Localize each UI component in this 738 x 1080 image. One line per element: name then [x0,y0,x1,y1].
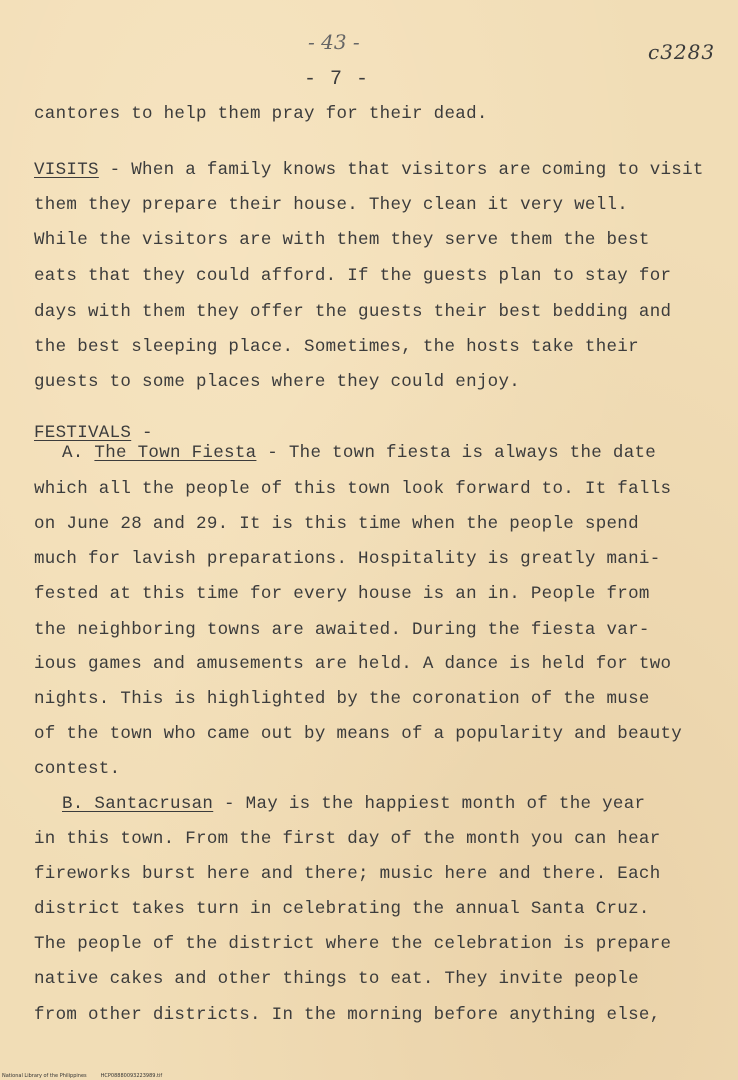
text-line: ious games and amusements are held. A dance is held for two [34,654,672,674]
text-line: While the visitors are with them they serve them the best [34,230,650,250]
subheading-santacrusan: B. Santacrusan [62,794,214,814]
text-line: cantores to help them pray for their dead. [34,104,488,124]
scan-footer [2,1073,162,1079]
text-line: fested at this time for every house is an in. People from [34,584,650,604]
text-line-fiesta [62,443,656,463]
text-line: guests to some places where they could enjoy. [34,372,521,392]
text-line: from other districts. In the morning before anything else, [34,1005,661,1025]
text-line: in this town. From the first day of the month you can hear [34,829,661,849]
footer-file-id: HCP08880093223989.tif [100,1073,163,1079]
text-line: them they prepare their house. They clean it very well. [34,195,629,215]
text-line: on June 28 and 29. It is this time when the people spend [34,514,639,534]
text-line: the neighboring towns are awaited. During the fiesta var- [34,620,650,640]
text-line-festivals [34,423,153,443]
text-line: which all the people of this town look forward to. It falls [34,479,672,499]
text-line: of the town who came out by means of a popularity and beauty [34,724,683,744]
typed-page-number: - 7 - [304,68,370,91]
text-line: fireworks burst here and there; music here and there. Each [34,864,661,884]
handwritten-page-number: - 43 - [308,30,360,54]
text-line-santacrusan [62,794,645,814]
text-segment: - [131,423,153,443]
subheading-town-fiesta: The Town Fiesta [94,443,257,463]
text-line-visits [34,160,704,180]
text-segment: - When a family knows that visitors are coming to visit [98,160,704,180]
text-segment: - The town fiesta is always the date [256,443,657,463]
accession-number: c3283 [648,40,716,64]
text-segment: A. [62,443,95,463]
text-line: eats that they could afford. If the guests plan to stay for [34,266,672,286]
text-line: days with them they offer the guests their best bedding and [34,302,672,322]
text-line: the best sleeping place. Sometimes, the hosts take their [34,337,639,357]
text-line: district takes turn in celebrating the annual Santa Cruz. [34,899,650,919]
section-heading-festivals: FESTIVALS [34,423,132,443]
text-segment: - May is the happiest month of the year [213,794,646,814]
footer-library: National Library of the Philippines [2,1073,87,1079]
section-heading-visits: VISITS [34,160,99,180]
text-line: The people of the district where the celebration is prepare [34,934,672,954]
text-line: contest. [34,759,121,779]
text-line: nights. This is highlighted by the coronation of the muse [34,689,650,709]
text-line: much for lavish preparations. Hospitality is greatly mani- [34,549,661,569]
text-line: native cakes and other things to eat. They invite people [34,969,639,989]
